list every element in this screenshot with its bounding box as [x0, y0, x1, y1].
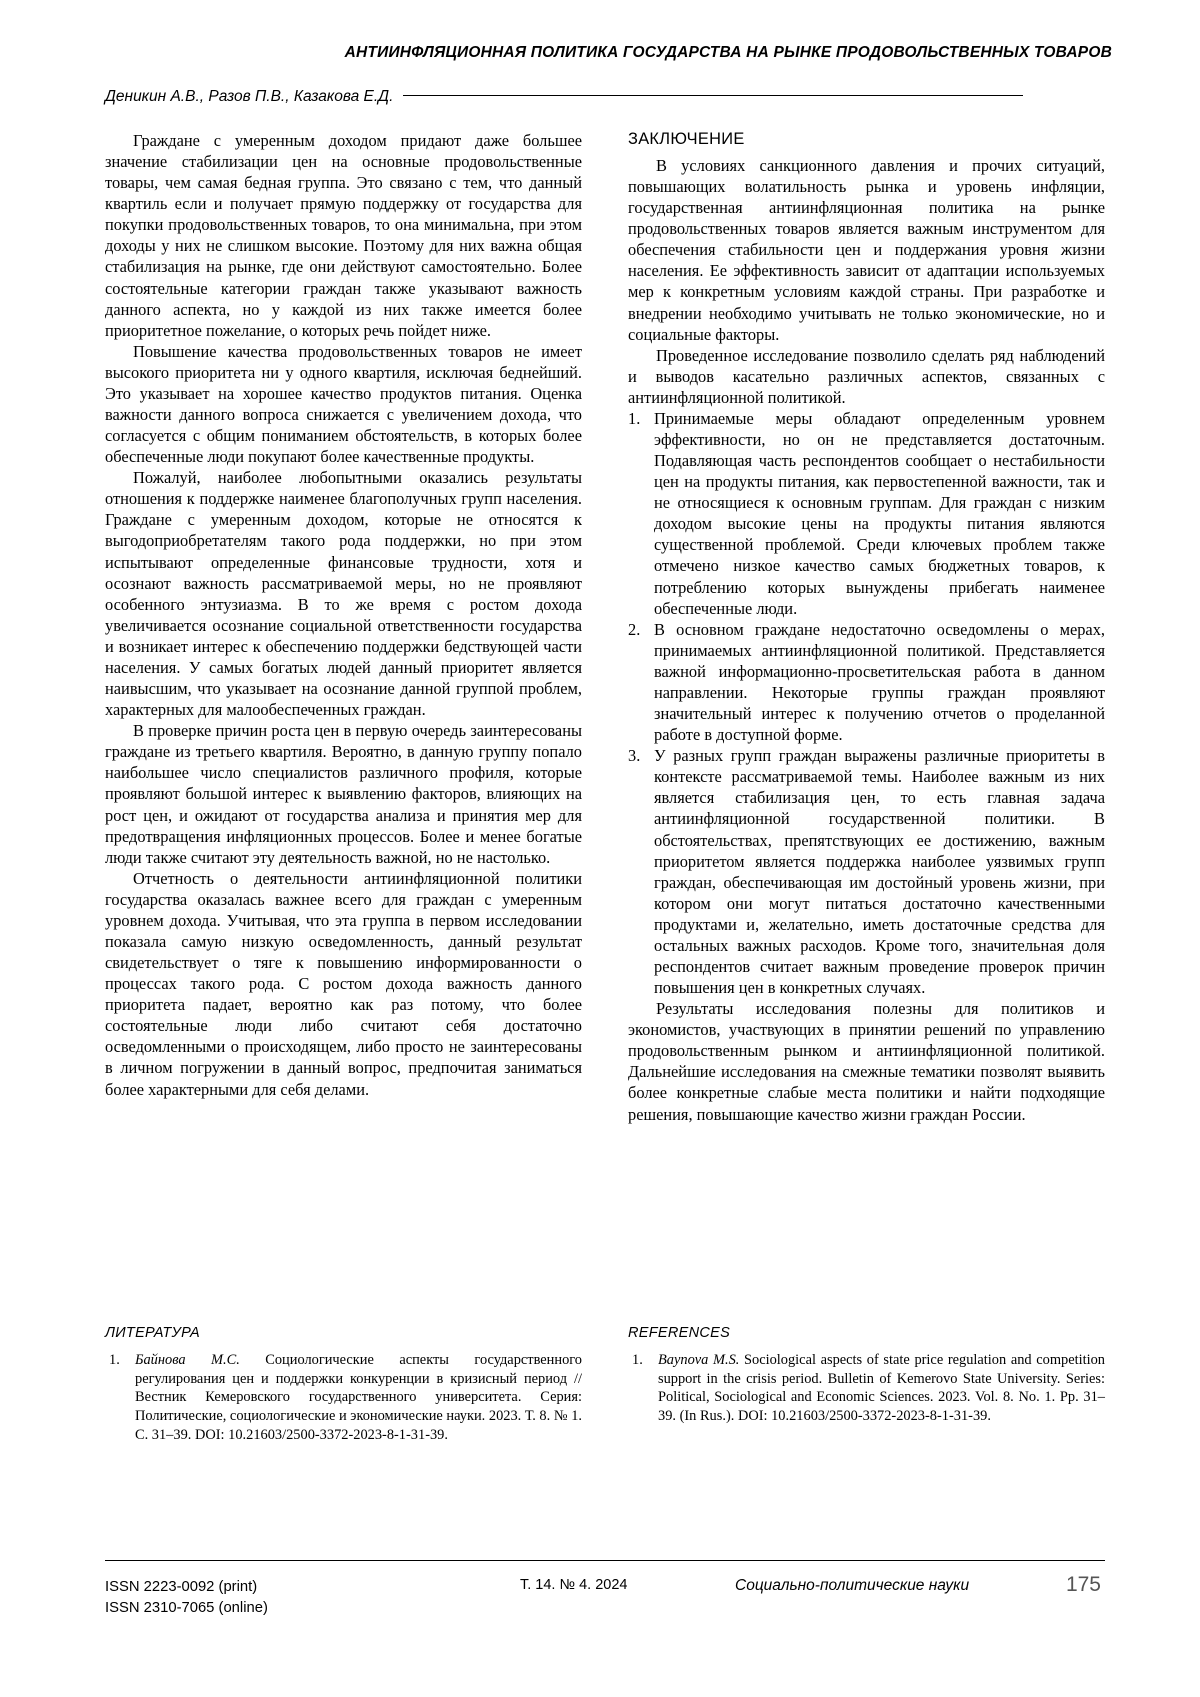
references-area: [105, 1325, 1105, 1445]
reference-number: 1.: [109, 1352, 120, 1368]
issn-online: ISSN 2310-7065 (online): [105, 1600, 268, 1617]
running-head: АНТИИНФЛЯЦИОННАЯ ПОЛИТИКА ГОСУДАРСТВА НА РЫНКЕ ПРОДОВОЛЬСТВЕННЫХ ТОВАРОВ: [344, 44, 1112, 61]
reference-author: Байнова М.С.: [135, 1352, 240, 1368]
list-item: У разных групп граждан выражены различные приоритеты в контексте рассматриваемой темы. Наиболее важным из них является стабилизация цен, то есть главная задача антиинфляционной государственной политики. В обстоятельствах, препятствующих ее достижению, важным приоритетом является поддержка наиболее уязвимых групп граждан, обеспечивающая им достойный уровень жизни, при котором они могут питаться достаточно качественными продуктами и, желательно, иметь достаточные средства для остальных важных расходов. Кроме того, значительная доля респондентов считает важным проведение проверок причин повышения цен в конкретных случаях.: [654, 746, 1105, 998]
issn-block: [105, 1577, 268, 1620]
reference-item: [105, 1351, 582, 1445]
reference-text: Sociological aspects of state price regulation and competition support in the crisis period. Bulletin of Kemerovo State University. Series: Political, Sociological and Economic Sciences. 2023. Vol. 8. No. 1. Pp. 31–39. (In Rus.). DOI: 10.21603/2500-3372-2023-8-1-31-39.: [658, 1352, 1105, 1425]
paragraph: Граждане с умеренным доходом придают даже большее значение стабилизации цен на основные продовольственные товары, чем самая бедная группа. Это связано с тем, что данный квартиль если и получает прямую поддержку от государства для покупки продовольственных товаров, то она минимальна, при этом доходы у них не слишком высокие. Поэтому для них важна общая стабилизация на рынке, где они действуют самостоятельно. Более состоятельные категории граждан также указывают важность данного аспекта, но у каждой из них также имеется более приоритетное пожелание, о которых речь пойдет ниже.: [105, 131, 582, 340]
reference-text: Социологические аспекты государственного регулирования цен и поддержки конкуренции в кризисный период // Вестник Кемеровского государственного университета. Серия: Политические, социологические и экономические науки. 2023. Т. 8. № 1. С. 31–39. DOI: 10.21603/2500-3372-2023-8-1-31-39.: [135, 1352, 582, 1443]
references-heading-en: REFERENCES: [628, 1325, 731, 1341]
reference-author: Baynova M.S.: [658, 1352, 740, 1368]
issue-info: Т. 14. № 4. 2024: [520, 1577, 628, 1593]
list-item: Принимаемые меры обладают определенным уровнем эффективности, но он не представляется достаточным. Подавляющая часть респондентов сообщает о нестабильности цен на продукты питания, как первостепенной важности, так и не относящиеся к основным группам. Для граждан с низким доходом высокие цены на продукты питания являются существенной проблемой. Среди ключевых проблем также отмечено низкое качество самых бюджетных товаров, к потреблению которых вынуждены прибегать наименее обеспеченные люди.: [654, 408, 1105, 618]
findings-list: [628, 408, 1105, 998]
footer-divider: [105, 1560, 1105, 1561]
header-divider: [403, 95, 1023, 96]
body-columns: [105, 130, 1105, 1125]
paragraph: Результаты исследования полезны для политиков и экономистов, участвующих в принятии решений по управлению продовольственным рынком и антиинфляционной политикой. Дальнейшие исследования на смежные тематики позволят выявить более конкретные слабые места политики и найти подходящие решения, повышающие качество жизни граждан России.: [628, 999, 1105, 1124]
reference-item: [628, 1351, 1105, 1426]
references-english: [628, 1325, 1105, 1445]
issn-print: ISSN 2223-0092 (print): [105, 1579, 258, 1595]
page-footer: [105, 1575, 1105, 1645]
references-russian: [105, 1325, 582, 1445]
page-number: 175: [1065, 1573, 1101, 1596]
paragraph: Проведенное исследование позволило сделать ряд наблюдений и выводов касательно различных аспектов, связанных с антиинфляционной политикой.: [628, 345, 1105, 407]
journal-title: Социально-политические науки: [735, 1577, 970, 1594]
authors-line: [105, 88, 1112, 110]
right-column: [628, 130, 1105, 1125]
paragraph: Отчетность о деятельности антиинфляционной политики государства оказалась важнее всего для граждан с умеренным уровнем дохода. Учитывая, что эта группа в первом исследовании показала самую низкую осведомленность, данный результат свидетельствует о тяге к повышению информированности о процессах такого рода. С ростом дохода важность данного приоритета падает, вероятно как раз потому, что более состоятельные люди либо считают себя достаточно осведомленными о происходящем, либо просто не заинтересованы в личном погружении в данный вопрос, предпочитая заниматься более характерными для себя делами.: [105, 868, 582, 1099]
list-item: В основном граждане недостаточно осведомлены о мерах, принимаемых антиинфляционной политикой. Представляется важной информационно-просветительская работа в данном направлении. Некоторые группы граждан проявляют значительный интерес к получению отчетов о проделанной работе в доступной форме.: [654, 619, 1105, 745]
references-heading-ru: ЛИТЕРАТУРА: [105, 1325, 200, 1341]
authors-text: Деникин А.В., Разов П.В., Казакова Е.Д.: [105, 88, 394, 106]
paragraph: Пожалуй, наиболее любопытными оказались результаты отношения к поддержке наименее благополучных групп населения. Граждане с умеренным доходом, которые не относятся к выгодоприобретателям такого рода поддержки, но при этом испытывают определенные финансовые трудности, хотя и осознают важность рассматриваемой меры, но не проявляют особенного энтузиазма. В то же время с ростом дохода увеличивается осознание социальной ответственности государства и возникает интерес к обеспечению поддержки бедствующей части населения. У самых богатых людей данный приоритет является наивысшим, что указывает на осознание данной группой проблем, характерных для малообеспеченных граждан.: [105, 468, 582, 720]
paragraph: В условиях санкционного давления и прочих ситуаций, повышающих волатильность рынка и уровень инфляции, государственная антиинфляционная политика на рынке продовольственных товаров является важным инструментом для обеспечения стабильности цен и поддержания уровня жизни населения. Ее эффективность зависит от адаптации используемых мер к конкретным условиям каждой страны. При разработке и внедрении необходимо учитывать не только экономические, но и социальные факторы.: [628, 156, 1105, 344]
paragraph: Повышение качества продовольственных товаров не имеет высокого приоритета ни у одного квартиля, исключая беднейший. Это указывает на хорошее качество продуктов питания. Оценка важности данного вопроса снижается с увеличением дохода, что согласуется с общим пониманием обстоятельств, в которых более обеспеченные люди покупают более качественные продукты.: [105, 341, 582, 467]
reference-number: 1.: [632, 1352, 643, 1368]
left-column: [105, 130, 582, 1125]
paragraph: В проверке причин роста цен в первую очередь заинтересованы граждане из третьего квартиля. Вероятно, в данную группу попало наибольшее число специалистов различного профиля, которые проявляют большой интерес к выявлению факторов, влияющих на рост цен, и ожидают от государства анализа и принятия мер для предотвращения инфляционных процессов. Более и менее богатые люди также считают эту деятельность важной, но не настолько.: [105, 721, 582, 867]
section-title-conclusion: ЗАКЛЮЧЕНИЕ: [628, 130, 745, 148]
